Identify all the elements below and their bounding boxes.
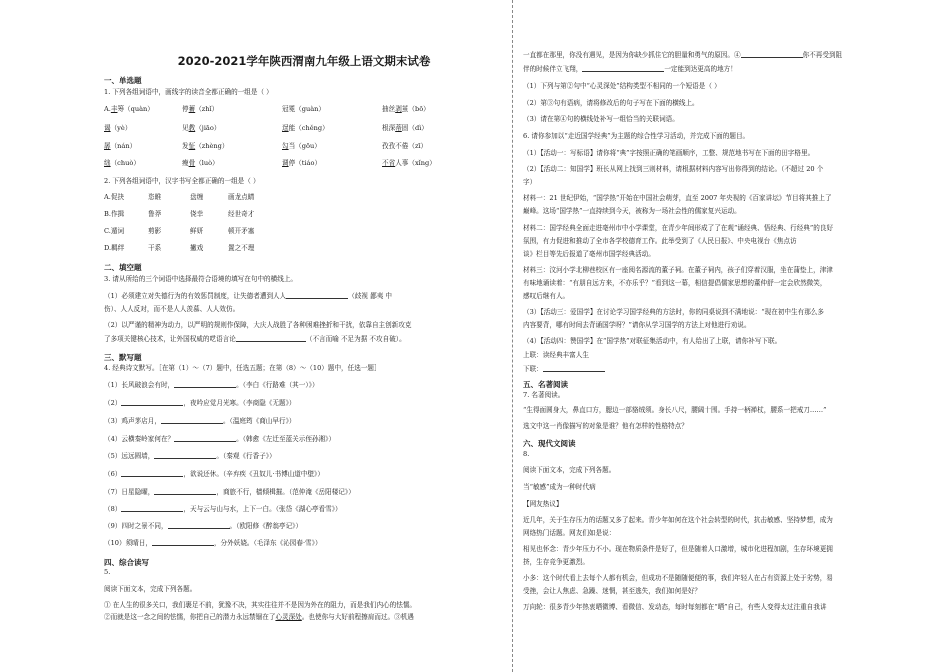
section-heading: 三、默写题	[104, 353, 142, 362]
q1-option-b-4: 根深蒂固（dì）	[382, 124, 428, 132]
q3-2-line: （2）以严谨的精神为动力，以严明的规则作保障，大庆人战胜了各种困难挫折和干扰，依靠自主创新攻克	[104, 321, 412, 329]
q1-option-a-2: 停蓄（zhǐ）	[182, 105, 219, 113]
passage-line: 伴的时候伴立飞翔， 一定能到达更高的地方！	[523, 65, 737, 73]
q1-option-d: 绌（chuò）	[104, 159, 140, 167]
q3-1-line-2: 伤）、人人反对，而不是人人羡慕、人人效仿。	[104, 305, 240, 313]
q1-option-b-2: 见教（jiāo）	[182, 124, 221, 132]
right-column	[523, 0, 923, 672]
q2-option-b-w4: 经世奇才	[228, 210, 255, 218]
recitation-line: （2） ，夜吟应觉月光寒。（李商隐《无题》）	[104, 399, 296, 407]
q2-option-b: B.作揖	[104, 210, 125, 218]
q1-option-b: 谒（yè）	[104, 124, 132, 132]
passage-line: ②而就是这一念之间的怯懦，你把自己的潜力永远禁锢在了心灵深处。也使你与大好前程擦肩而过。③机遇	[104, 613, 414, 621]
sub-question: （1）下列与第②句中“心灵深处”结构类型不相同的一个短语是（ ）	[523, 82, 721, 90]
q1-option-d-4: 不省人事（xǐng）	[382, 159, 436, 167]
novel-quote: “生得面圆身大，鼻直口方，腮边一部貉绒须。身长八尺，腰阔十围。手持一柄禅杖，腰系一把戒刀……”	[523, 406, 827, 414]
recitation-line: （8） ，天与云与山与水，上下一白。（张岱《湖心亭看雪》）	[104, 505, 342, 513]
material-1: 材料一：21 世纪伊始，“国学热”开始在中国社会萌芽，直至 2007 年央视的《百家讲坛》节目将其推上了	[523, 194, 832, 202]
sub-question: （3）请在第④句的横线处补写一组恰当的关联词语。	[523, 115, 679, 123]
activity-4: （4）【活动四：赞国学】在“国学热”对联征集活动中，有人给出了上联，请你补写下联。	[523, 337, 782, 345]
activity-1: （1）【活动一：写标语】请你将“典”字按照正确的笔画顺序，工整、规范地书写在下面的田字格里。	[523, 149, 815, 157]
article-title: 当“敏感”成为一种时代病	[523, 483, 596, 491]
q2-option-a: A.促抉	[104, 193, 125, 201]
q2-option-c-w4: 顿开矛塞	[228, 227, 255, 235]
question-7-stem: 7. 名著阅读。	[523, 391, 565, 399]
q1-option-d-2: 瘦骨（luò）	[182, 159, 219, 167]
recitation-line: （5）远远圆墙， 。（秦观《行香子》）	[104, 452, 276, 460]
recitation-line: （1）长风破浪会有时， 。（李白《行路难（其一）》）	[104, 381, 319, 389]
material-2-cont: 氛围，有力促进和推动了全市各学校德育工作。此举受到了《人民日报》、中央电视台《焦点访	[523, 237, 797, 245]
recitation-line: （3）鸡声茅店月， 。（温庭筠《商山早行》）	[104, 417, 296, 425]
question-1-stem: 1. 下列各组词语中，画线字的读音全都正确的一组是（ ）	[104, 88, 273, 96]
article-tag: 【网友热议】	[523, 500, 563, 508]
article-line: 相见也怀念：青少年压力不小。现在物质条件是好了，但是随着人口激增，城市化进程加剧，生存环境更拥	[523, 545, 833, 553]
question-number: 5.	[104, 568, 111, 576]
page-title: 2020-2021学年陕西渭南九年级上语文期末试卷	[177, 54, 431, 68]
upper-couplet: 上联：读经典丰富人生	[523, 351, 589, 359]
material-2: 材料二：国学经典全面走进亳州市中小学课堂，在青少年间形成了了在观“诵经典、悟经典、行经典”的良好	[523, 224, 834, 232]
recitation-line: （10）须晴日， ，分外妖娆。（毛泽东《沁园春·雪》）	[104, 539, 322, 547]
q2-option-d-w2: 干系	[148, 244, 162, 252]
q1-option-a: A.丰筹（quàn）	[104, 105, 154, 113]
q2-option-d-w4: 置之不理	[228, 244, 255, 252]
q2-option-b-w2: 鲁莽	[148, 210, 162, 218]
q2-option-c-w2: 剪影	[148, 227, 162, 235]
q1-option-c-4: 孜孜不倦（zī）	[382, 142, 428, 150]
q3-2-line-2: 了多项关键核心技术，让外国权威的呓语言论 （不言而喻 不足为据 不攻自破）。	[104, 335, 406, 343]
article-line: 挤，生存竞争更激烈。	[523, 558, 589, 566]
left-column	[104, 0, 504, 672]
q2-option-a-w4: 画龙点睛	[228, 193, 255, 201]
section-heading: 二、填空题	[104, 263, 142, 272]
passage-line: ① 在人生的很多关口，我们裹足不前，犹豫不决，其实往往并不是因为外在的阻力，而是我们内心的怯懦。	[104, 601, 417, 609]
q1-option-c-2: 发怔（zhèng）	[182, 142, 229, 150]
q1-option-a-3: 冠冕（guàn）	[282, 105, 326, 113]
material-3-cont: 有味地诵读着：“有朋自远方来，不亦乐乎？”看到这一幕，相信提倡儒家思想的董仲舒一定会欣然微笑，	[523, 279, 827, 287]
material-1-cont: 巅峰。这场“国学热”一直持续到今天，被称为一场社会性的儒家复兴运动。	[523, 207, 741, 215]
recitation-line: （7）日星隐曜， ，商旅不行，樯倾楫摧。（范仲淹《岳阳楼记》）	[104, 488, 355, 496]
article-line: 小多：这个时代看上去每个人都有机会，但成功不是随随便便的事，我们年轻人在占有资源上处于劣势，易	[523, 574, 833, 582]
question-7-ask: 选文中这一肖像描写的对象是谁？他有怎样的性格特点？	[523, 422, 688, 430]
q2-option-d-w3: 撇戏	[190, 244, 204, 252]
article-line: 近几年，关于生存压力的话题又多了起来。青少年如何在这个社会转型的时代，抗击敏感、坚持梦想，成为	[523, 516, 833, 524]
article-line: 受挫，会让人焦虑、急躁、迷惘，甚至逃失，我们如何是好？	[523, 587, 702, 595]
q1-option-d-3: 调停（tiáo）	[282, 159, 322, 167]
question-number: 8.	[523, 450, 530, 458]
material-3: 材料三：汶河小学北柳巷校区有一座阅名源流的董子祠。在董子祠内，孩子们穿着汉服，坐在蒲垫上，津津	[523, 266, 833, 274]
q2-option-b-w3: 侥幸	[190, 210, 204, 218]
column-divider	[512, 0, 513, 672]
section-heading: 四、综合读写	[104, 558, 149, 567]
question-6-stem: 6. 请你参加以“走近国学经典”为主题的综合性学习活动，并完成下面的题目。	[523, 132, 750, 140]
article-line: 网络热门话题。网友们如是说：	[523, 529, 616, 537]
q1-option-c: 孱（nán）	[104, 142, 137, 150]
section-heading: 六、现代文阅读	[523, 439, 576, 448]
section-heading: 一、单选题	[104, 76, 142, 85]
reading-instruction: 阅读下面文本，完成下列各题。	[104, 585, 197, 593]
sub-question: （2）第③句有语病，请将修改后的句子写在下面的横线上。	[523, 99, 699, 107]
question-4-stem: 4. 经典诗文默写。［在第（1）～（7）题中，任选五题；在第（8）～（10）题中，任选一题］	[104, 364, 381, 372]
recitation-line: （9）四时之景不同， 。（欧阳修《醉翁亭记》）	[104, 522, 303, 530]
activity-2: （2）【活动二：知国学】班长从网上找到三则材料，请根据材料内容写出你得到的结论。（不超过 20 个	[523, 165, 824, 173]
q2-option-a-w3: 盘缠	[190, 193, 204, 201]
q1-option-c-3: 勾当（gōu）	[282, 142, 321, 150]
question-3-stem: 3. 请从所给的三个词语中选择最符合语境的填写在句中的横线上。	[104, 275, 298, 283]
activity-3-cont: 内容要背，哪有时间去背诵国学呀？”请你从学习国学的方法上对他进行劝说。	[523, 321, 751, 329]
q2-option-a-w2: 恣睢	[148, 193, 162, 201]
question-2-stem: 2. 下列各组词语中，汉字书写全都正确的一组是（ ）	[104, 177, 260, 185]
q2-option-d: D.羁绊	[104, 244, 125, 252]
q3-1-line: （1）必须建立对失德行为的有效惩罚制度，让失德者遭到人人 （歧视 鄙夷 中	[104, 292, 392, 300]
reading-instruction: 阅读下面文本，完成下列各题。	[523, 466, 616, 474]
activity-2-cont: 字）	[523, 178, 537, 186]
q2-option-c-w3: 鲜妍	[190, 227, 204, 235]
q1-option-a-4: 抽丝剥茧（bō）	[382, 105, 430, 113]
section-heading: 五、名著阅读	[523, 380, 568, 389]
material-2-cont: 谈》栏目等先后报道了亳州市国学经典活动。	[523, 250, 655, 258]
activity-3: （3）【活动三：爱国学】在讨论学习国学经典的方法时，你的同桌说到不满地说：“现在初中生有那么多	[523, 308, 824, 316]
recitation-line: （6） ，欲说还休。（辛弃疾《丑奴儿·书博山道中壁》）	[104, 470, 324, 478]
recitation-line: （4）云横秦岭家何在？ 。（韩愈《左迁至蓝关示侄孙湘》）	[104, 435, 336, 443]
q1-option-b-3: 逞能（chěng）	[282, 124, 329, 132]
q2-option-c: C.遁词	[104, 227, 125, 235]
passage-line: 一直都在那里，你没有遇见，是因为你缺少抓住它的胆量和勇气的原因。④ 你不再受到阻	[523, 51, 843, 59]
article-line: 万向轮：很多青少年热衷晒微博、看微信、发动态，每时每刻都在“晒”自己，有些人变得太过注重自我讲	[523, 603, 827, 611]
lower-couplet: 下联：	[523, 364, 605, 374]
material-3-cont: 感叹后继有人。	[523, 292, 570, 300]
